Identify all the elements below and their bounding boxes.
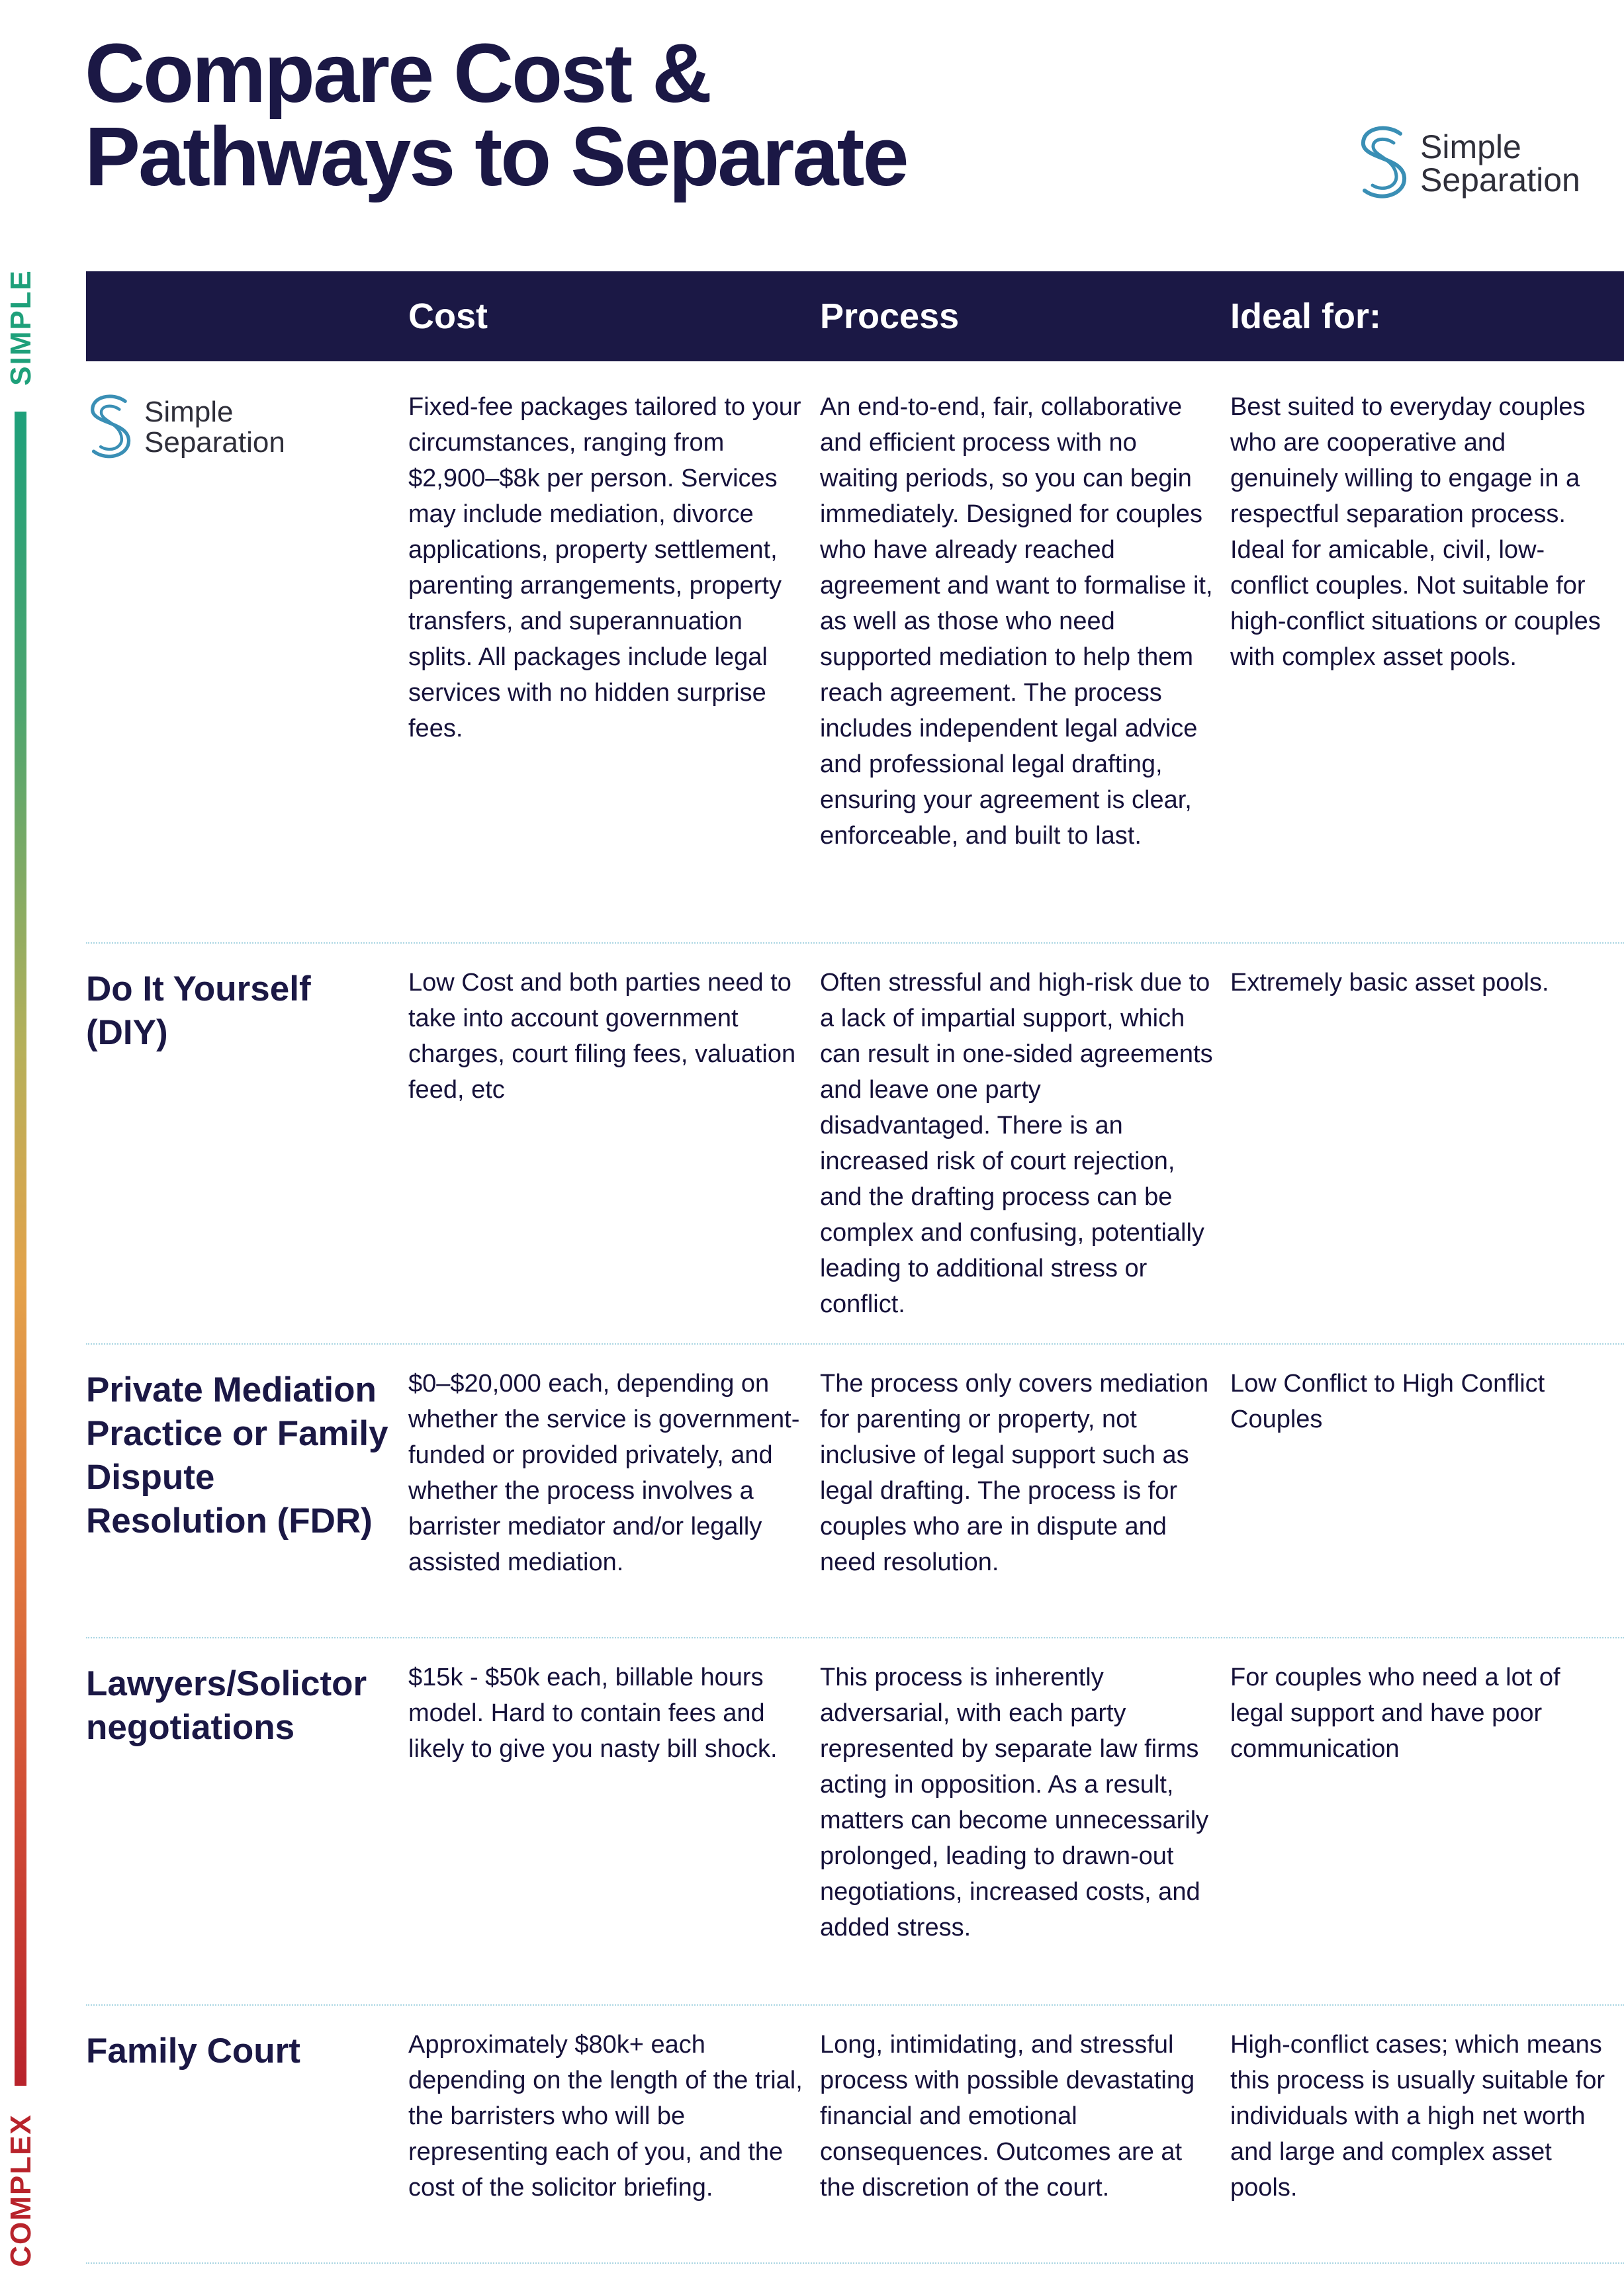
table-row: [86, 1345, 1624, 1638]
scale-top-text: SIMPLE: [5, 269, 38, 386]
row-brand-logo: [86, 393, 395, 462]
cell-ideal-for: High-conflict cases; which means this process is usually suitable for individuals with a high net worth and large and complex asset pools.: [1230, 2031, 1605, 2202]
row-brand-name: [144, 397, 285, 458]
cell-ideal-for: Best suited to everyday couples who are cooperative and genuinely willing to engage in a respectful separation process. Ideal for amicable, civil, low-conflict couples. Not suitable for high-conflict situations or couples with complex asset pools.: [1230, 393, 1601, 671]
complexity-scale-bar: [15, 412, 26, 2086]
scale-complex-label: [3, 2106, 40, 2275]
s-logo-icon: [86, 393, 136, 462]
cell-process: This process is inherently adversarial, with each party represented by separate law firms acting in opposition. As a result, matters can become unnecessarily prolonged, leading to drawn-out negotiations, increased costs, and added stress.: [820, 1664, 1209, 1941]
row-name-cell: [86, 1660, 408, 2004]
scale-bottom-text: COMPLEX: [5, 2114, 38, 2267]
row-name-cell: [86, 1366, 408, 1637]
row-title: Lawyers/Solictor negotiations: [86, 1664, 367, 1747]
page-title: [85, 26, 907, 203]
brand-name: [1420, 130, 1580, 197]
s-logo-icon: [1357, 124, 1412, 202]
header-process: Process: [820, 296, 960, 336]
row-title: Family Court: [86, 2031, 300, 2071]
cell-ideal-for: Low Conflict to High Conflict Couples: [1230, 1370, 1545, 1433]
cell-cost: Fixed-fee packages tailored to your circumstances, ranging from $2,900–$8k per person. Services may include mediation, divorce applications, property settlement, parenting arrangements, property transfers, and superannuation splits. All packages include legal services with no hidden surprise fees.: [408, 393, 801, 742]
row-title: Do It Yourself (DIY): [86, 969, 311, 1052]
brand-line-1: Simple: [1420, 128, 1521, 165]
cell-cost: $15k - $50k each, billable hours model. Hard to contain fees and likely to give you nasty bill shock.: [408, 1664, 778, 1763]
table-row: [86, 2006, 1624, 2264]
cell-cost: $0–$20,000 each, depending on whether the service is government-funded or provided privately, and whether the process involves a barrister mediator and/or legally assisted mediation.: [408, 1370, 800, 1576]
title-line-2: Pathways to Separate: [85, 110, 907, 203]
row-brand-line-1: Simple: [144, 396, 234, 428]
title-line-1: Compare Cost &: [85, 26, 711, 120]
table-header: [86, 271, 1624, 361]
brand-logo: [1357, 124, 1580, 202]
table-row: [86, 361, 1624, 944]
header-ideal-for: Ideal for:: [1230, 296, 1382, 336]
table-row: [86, 944, 1624, 1345]
row-title: Private Mediation Practice or Family Dispute Resolution (FDR): [86, 1370, 388, 1540]
scale-simple-label: [3, 268, 40, 387]
cell-process: Often stressful and high-risk due to a lack of impartial support, which can result in one-sided agreements and leave one party disadvantaged. There is an increased risk of court rejection, and the drafting process can be complex and confusing, potentially leading to additional stress or conflict.: [820, 969, 1213, 1318]
cell-cost: Approximately $80k+ each depending on the length of the trial, the barristers who will be representing each of you, and the cost of the solicitor briefing.: [408, 2031, 803, 2202]
cell-ideal-for: Extremely basic asset pools.: [1230, 969, 1549, 997]
brand-line-2: Separation: [1420, 161, 1580, 199]
row-name-simple-separation: [86, 389, 408, 942]
cell-process: The process only covers mediation for parenting or property, not inclusive of legal support such as legal drafting. The process is for couples who are in dispute and need resolution.: [820, 1370, 1209, 1576]
cell-cost: Low Cost and both parties need to take into account government charges, court filing fees, valuation feed, etc: [408, 969, 796, 1104]
cell-process: An end-to-end, fair, collaborative and efficient process with no waiting periods, so you can begin immediately. Designed for couples who have already reached agreement and want to formalise it, as well as those who need supported mediation to help them reach agreement. The process includes independent legal advice and professional legal drafting, ensuring your agreement is clear, enforceable, and built to last.: [820, 393, 1213, 850]
cell-process: Long, intimidating, and stressful process with possible devastating financial and emotional consequences. Outcomes are at the discretion of the court.: [820, 2031, 1195, 2202]
comparison-table: [86, 271, 1624, 2264]
cell-ideal-for: For couples who need a lot of legal support and have poor communication: [1230, 1664, 1560, 1763]
row-name-cell: [86, 2027, 408, 2262]
header-cost: Cost: [408, 296, 488, 336]
table-row: [86, 1638, 1624, 2006]
row-name-cell: [86, 965, 408, 1343]
row-brand-line-2: Separation: [144, 426, 285, 459]
